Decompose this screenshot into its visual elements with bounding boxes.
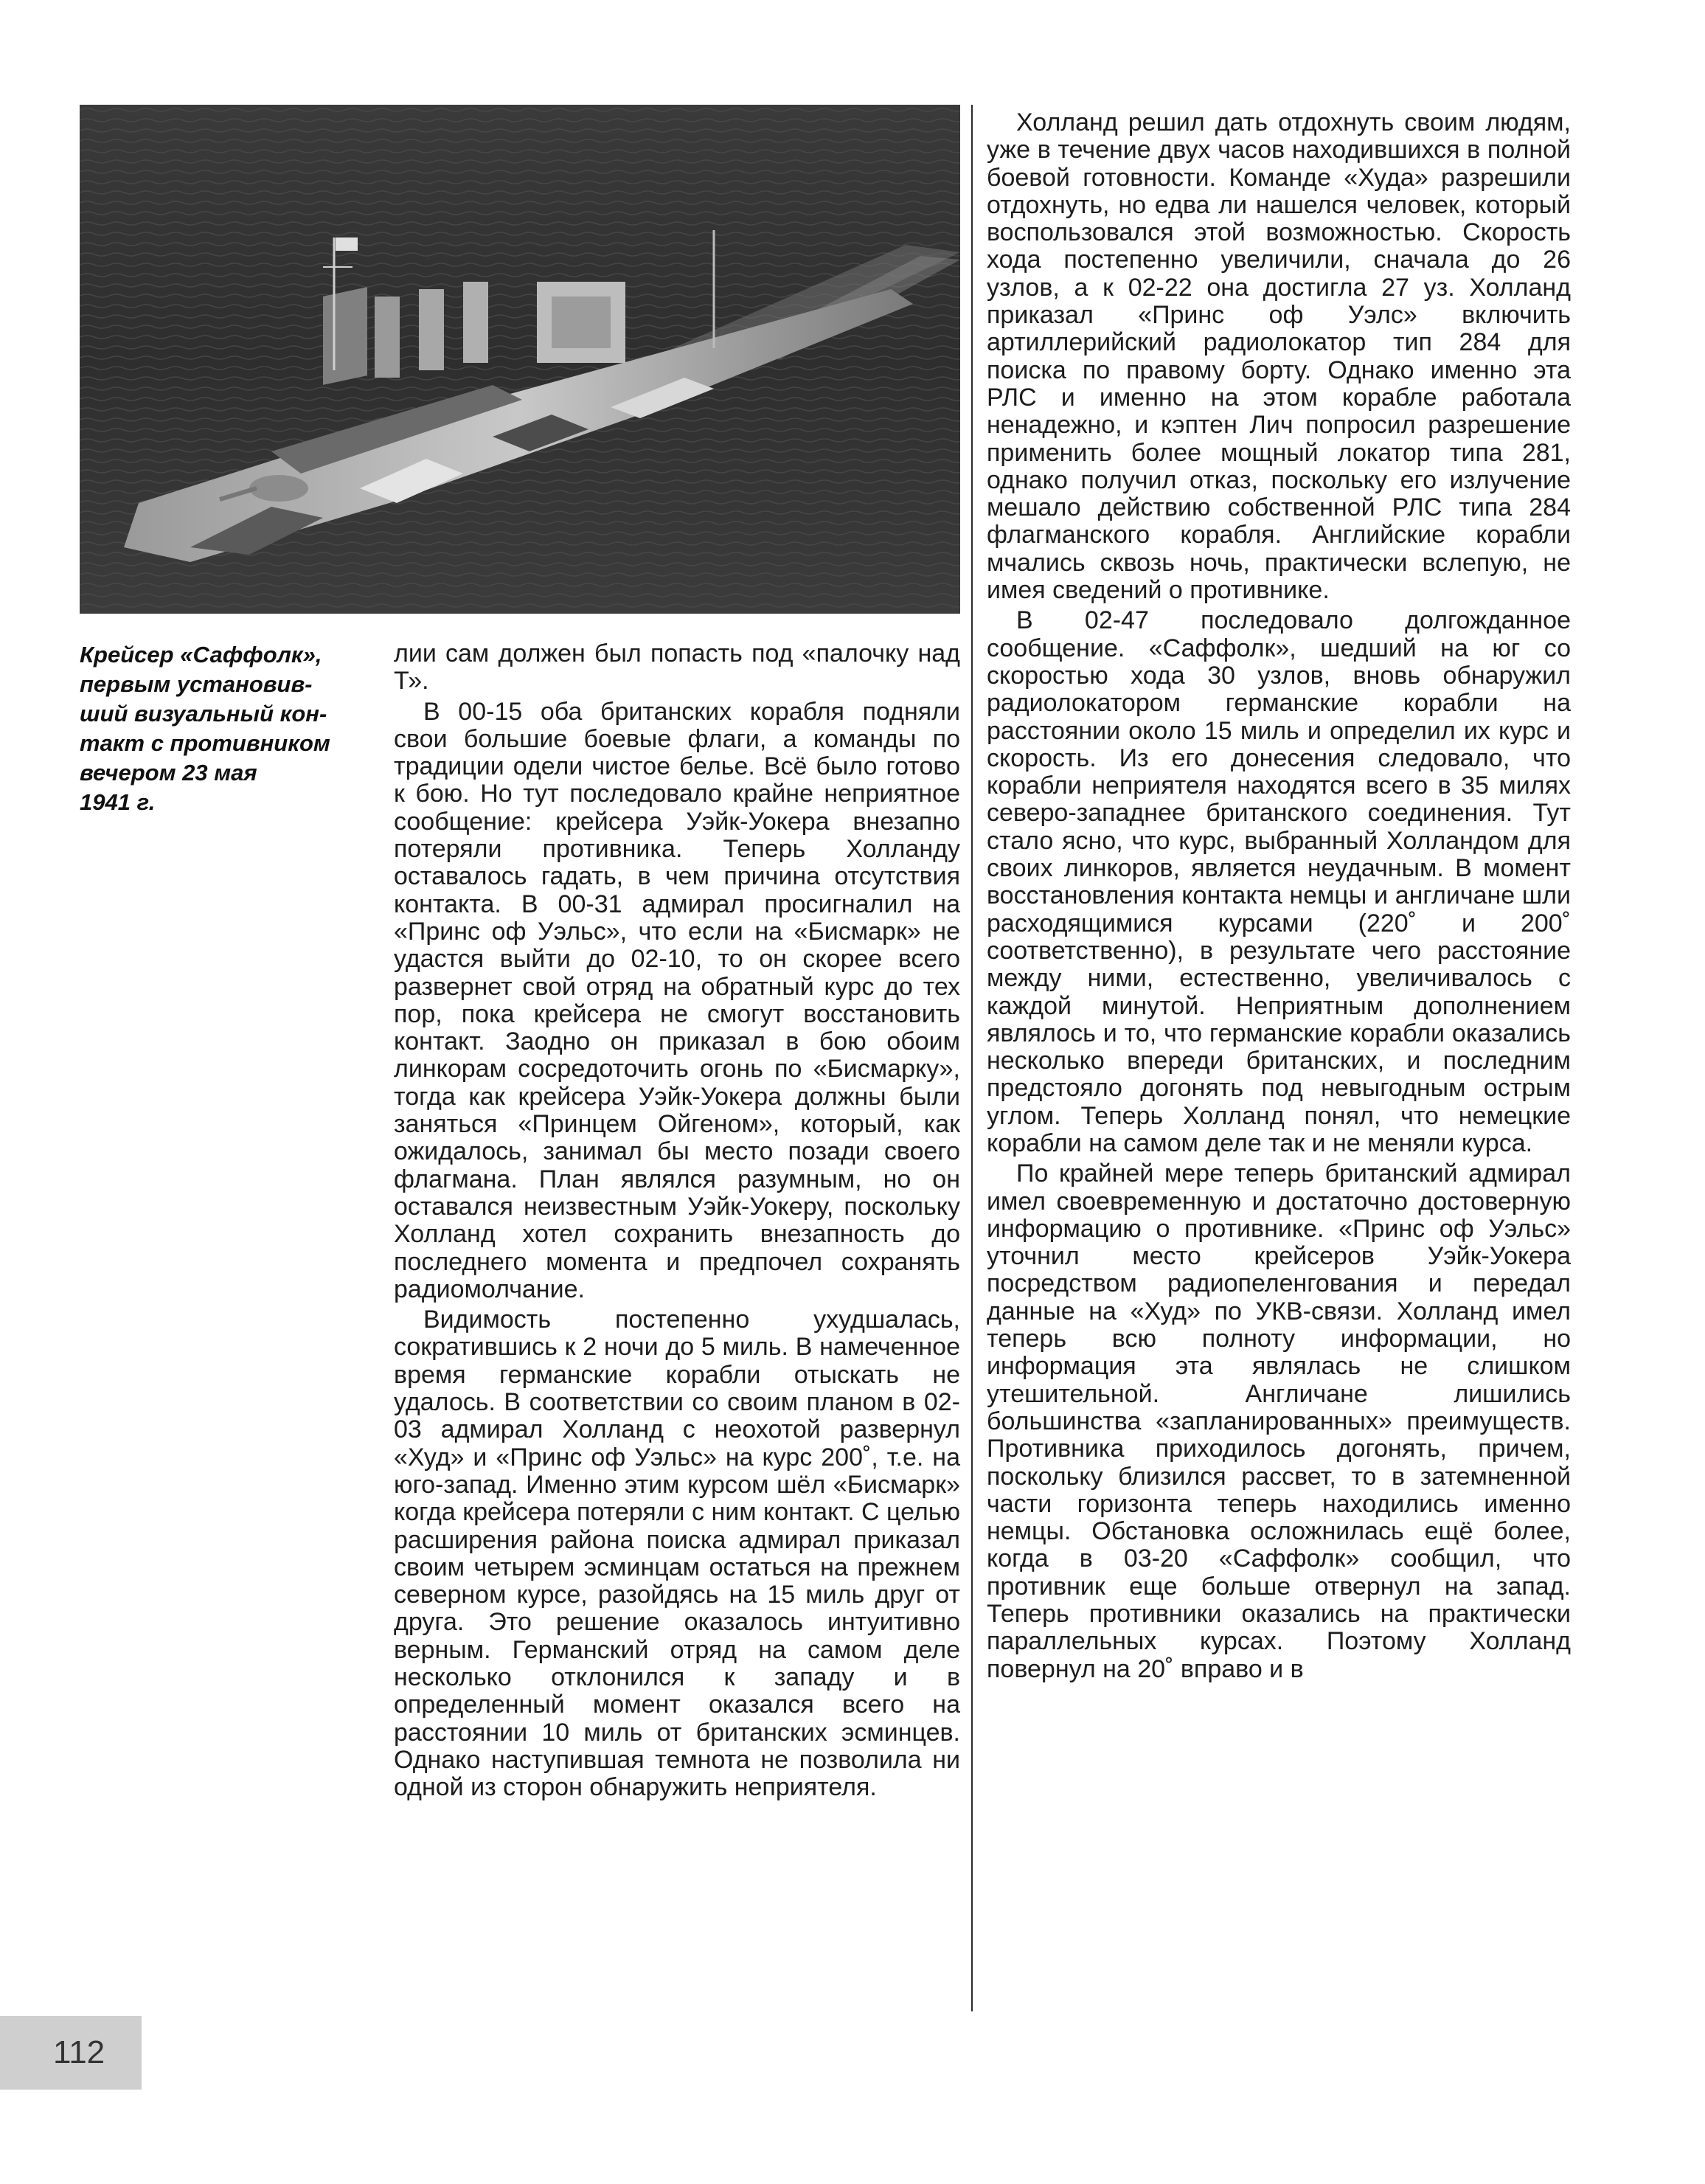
caption-line: Крейсер «Саффолк», [80,642,322,668]
paragraph: Видимость постепенно ухудшалась, сократившись к 2 ночи до 5 миль. В намеченное время германские корабли отыскать не удалось. В соответствии со своим планом в 02-03 адмирал Холланд с неохотой развернул «Худ» и «Принс оф Уэльс» на курс 200˚, т.е. на юго-запад. Именно этим курсом шёл «Бисмарк» когда крейсера потеряли с ним контакт. С целью расширения района поиска адмирал приказал своим четырем эсминцам остаться на прежнем северном курсе, разойдясь на 15 миль друг от друга. Это решение оказалось интуитивно верным. Германский отряд на самом деле несколько отклонился к западу и в определенный момент оказался всего на расстоянии 10 миль от британских эсминцев. Однако наступившая темнота не позволила ни одной из сторон обнаружить неприятеля. [394,1306,960,1802]
paragraph: В 00-15 оба британских корабля подняли свои большие боевые флаги, а команды по традиции одели чистое белье. Всё было готово к бою. Но тут последовало крайне неприятное сообщение: крейсера Уэйк-Уокера внезапно потеряли противника. Теперь Холланду оставалось гадать, в чем причина отсутствия контакта. В 00-31 адмирал просигналил на «Принс оф Уэльс», что если на «Бисмарк» не удастся выйти до 02-10, то он скорее всего развернет свой отряд на обратный курс до тех пор, пока крейсера не смогут восстановить контакт. Заодно он приказал в бою обоим линкорам сосредоточить огонь по «Бисмарку», тогда как крейсера Уэйк-Уокера должны были заняться «Принцем Ойгеном», который, как ожидалось, занимал бы место позади своего флагмана. План являлся разумным, но он оставался неизвестным Уэйк-Уокеру, поскольку Холланд хотел сохранить внезапность до последнего момента и предпочел сохранять радиомолчание. [394,697,960,1303]
ship-photo-illustration [80,105,960,614]
column-divider [971,105,973,2011]
caption-line: ший визуальный кон- [80,701,327,727]
caption-line: вечером 23 мая [80,760,257,786]
paragraph: По крайней мере теперь британский адмирал имел своевременную и достаточно достоверную информацию о противнике. «Принс оф Уэльс» уточнил место крейсеров Уэйк-Уокера посредством радиопеленгования и передал данные на «Худ» по УКВ-связи. Холланд имел теперь всю полноту информации, но информация эта являлась не слишком утешительной. Англичане лишились большинства «запланированных» преимуществ. Противника приходилось догонять, причем, поскольку близился рассвет, то в затемненной части горизонта теперь находились именно немцы. Обстановка осложнилась ещё более, когда в 03-20 «Саффолк» сообщил, что противник еще больше отвернул на запад. Теперь противники оказались на практически параллельных курсах. Поэтому Холланд повернул на 20˚ вправо и в [987,1159,1571,1683]
page-number: 112 [53,2034,105,2070]
caption-line: первым установив- [80,671,313,697]
photo-caption [80,640,360,817]
paragraph: Холланд решил дать отдохнуть своим людям, уже в течение двух часов находившихся в полной боевой готовности. Команде «Худа» разрешили отдохнуть, но едва ли нашелся человек, который воспользовался этой возможностью. Скорость хода постепенно увеличили, сначала до 26 узлов, а к 02-22 она достигла 27 уз. Холланд приказал «Принс оф Уэлс» включить артиллерийский радиолокатор тип 284 для поиска по правому борту. Однако именно эта РЛС и именно на этом корабле работала ненадежно, и кэптен Лич попросил разрешение применить более мощный локатор типа 281, однако получил отказ, поскольку его излучение мешало действию собственной РЛС типа 284 флагманского корабля. Английские корабли мчались сквозь ночь, практически вслепую, не имея сведений о противнике. [987,108,1571,605]
paragraph: лии сам должен был попасть под «палочку над Т». [394,639,960,696]
right-text-column [987,106,1571,1683]
paragraph: В 02-47 последовало долгожданное сообщение. «Саффолк», шедший на юг со скоростью хода 30 узлов, вновь обнаружил радиолокатором германские корабли на расстоянии около 15 миль и определил их курс и скорость. Из его донесения следовало, что корабли неприятеля находятся всего в 35 милях северо-западнее британского соединения. Тут стало ясно, что курс, выбранный Холландом для своих линкоров, является неудачным. В момент восстановления контакта немцы и англичане шли расходящимися курсами (220˚ и 200˚ соответственно), в результате чего расстояние между ними, естественно, увеличивалось с каждой минутой. Неприятным дополнением являлось и то, что германские корабли оказались несколько впереди британских, и последним предстояло догонять под невыгодным острым углом. Теперь Холланд понял, что немецкие корабли на самом деле так и не меняли курса. [987,606,1571,1157]
caption-line: 1941 г. [80,789,156,815]
caption-line: такт с противником [80,730,330,756]
ship-photo [80,105,960,614]
left-text-column [394,640,960,1801]
